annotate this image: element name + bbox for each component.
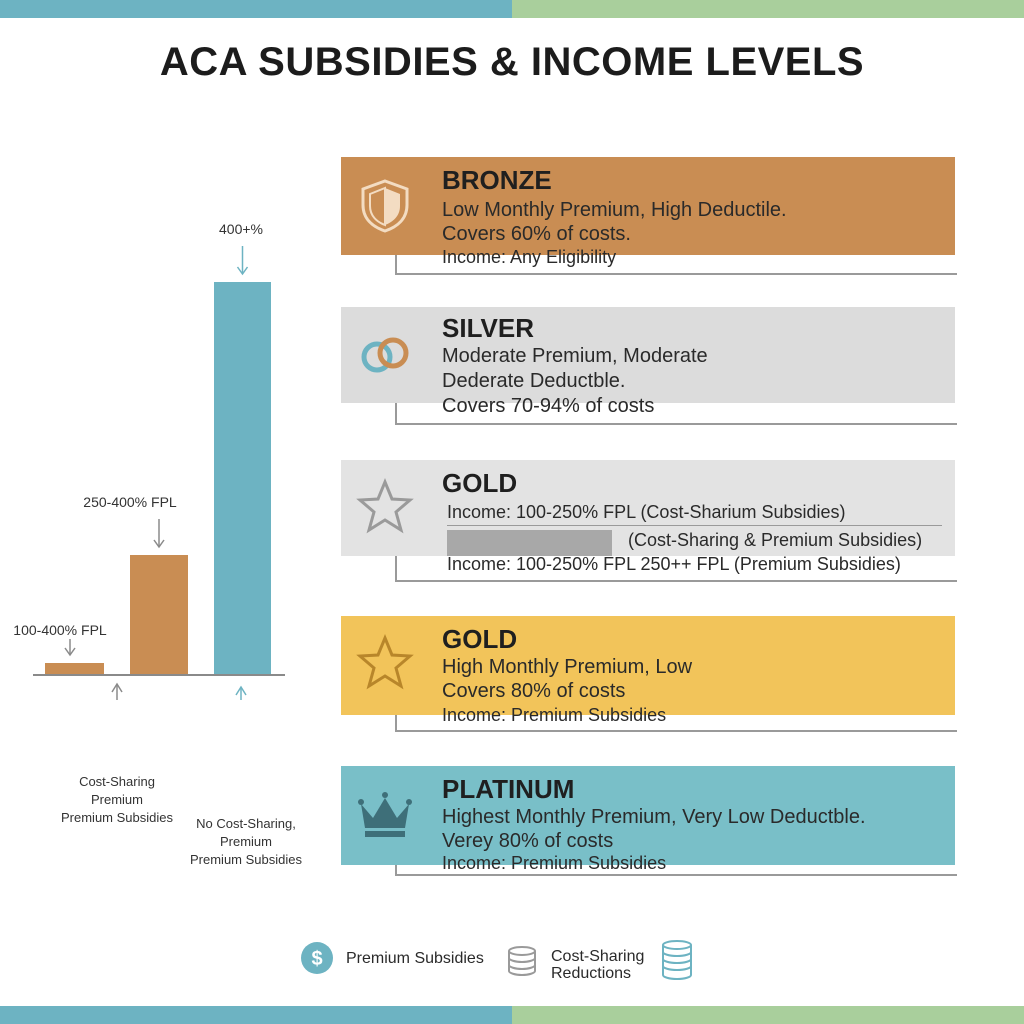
plan-line: Moderate Premium, Moderate [442,345,708,367]
bottom-bar-green [512,1006,1024,1024]
caption-line: Premium Subsidies [190,852,302,867]
plan-card-gold-income [341,460,955,584]
legend-cost-sharing [551,948,644,982]
plan-name: GOLD [442,468,518,498]
plan-line: High Monthly Premium, Low [442,656,693,678]
shield-icon [355,175,415,235]
coin-stack-teal-icon [660,939,694,981]
caption-line: Premium Subsidies [61,810,173,825]
star-icon [355,632,415,692]
plan-line: Covers 60% of costs. [442,223,631,245]
bar-label-1: 100-400% FPL [13,622,107,638]
plan-line: Income: 100-250% FPL 250++ FPL (Premium Subsidies) [447,554,901,574]
bar-3 [214,282,271,675]
bottom-bar-teal [0,1006,512,1024]
plan-name: PLATINUM [442,774,575,804]
plan-name: SILVER [442,313,534,343]
plan-line: Covers 80% of costs [442,680,626,702]
star-outline-icon [355,476,415,536]
divider [447,525,942,526]
caption-line: No Cost-Sharing, [196,816,296,831]
bar-label-3: 400+% [219,221,263,237]
plan-line: Low Monthly Premium, High Deductile. [442,199,787,221]
plan-line: Highest Monthly Premium, Very Low Deductble. [442,806,866,828]
linked-rings-icon [355,325,415,385]
bar-2 [130,555,188,675]
legend-line: Reductions [551,965,632,982]
caption-no-cost-sharing [180,815,312,869]
legend-line: Cost-Sharing [551,948,645,965]
svg-text:$: $ [311,948,323,970]
page-title: ACA SUBSIDIES & INCOME LEVELS [159,40,865,84]
coin-stack-icon [506,945,538,977]
plan-line: Income: Premium Subsidies [442,853,667,873]
income-bar-chart [0,180,320,700]
plan-name: BRONZE [442,165,552,195]
plan-line: (Cost-Sharing & Premium Subsidies) [628,530,923,550]
top-bar-teal [0,0,512,18]
plan-card-gold [341,616,955,734]
plan-line: Covers 70-94% of costs [442,395,655,417]
plan-card-silver [341,307,955,427]
top-bar-green [512,0,1024,18]
plan-card-bronze [341,157,955,277]
dollar-icon [300,941,334,975]
plan-name: GOLD [442,624,518,654]
bar-label-2: 250-400% FPL [83,494,177,510]
caption-cost-sharing [52,773,182,827]
plan-line: Dederate Deductble. [442,370,626,392]
caption-line: Cost-Sharing [79,774,155,789]
caption-line: Premium [219,834,272,849]
plan-line: Verey 80% of costs [442,830,614,852]
plan-line: Income: Premium Subsidies [442,705,667,725]
plan-line: Income: 100-250% FPL (Cost-Sharium Subsidies) [447,502,846,522]
caption-line: Premium [90,792,143,807]
gray-bar [447,530,612,556]
crown-icon [355,784,415,844]
plan-line: Income: Any Eligibility [442,247,617,267]
plan-card-platinum [341,766,955,878]
bar-1 [45,663,104,675]
legend-premium-subsidies: Premium Subsidies [346,950,484,967]
